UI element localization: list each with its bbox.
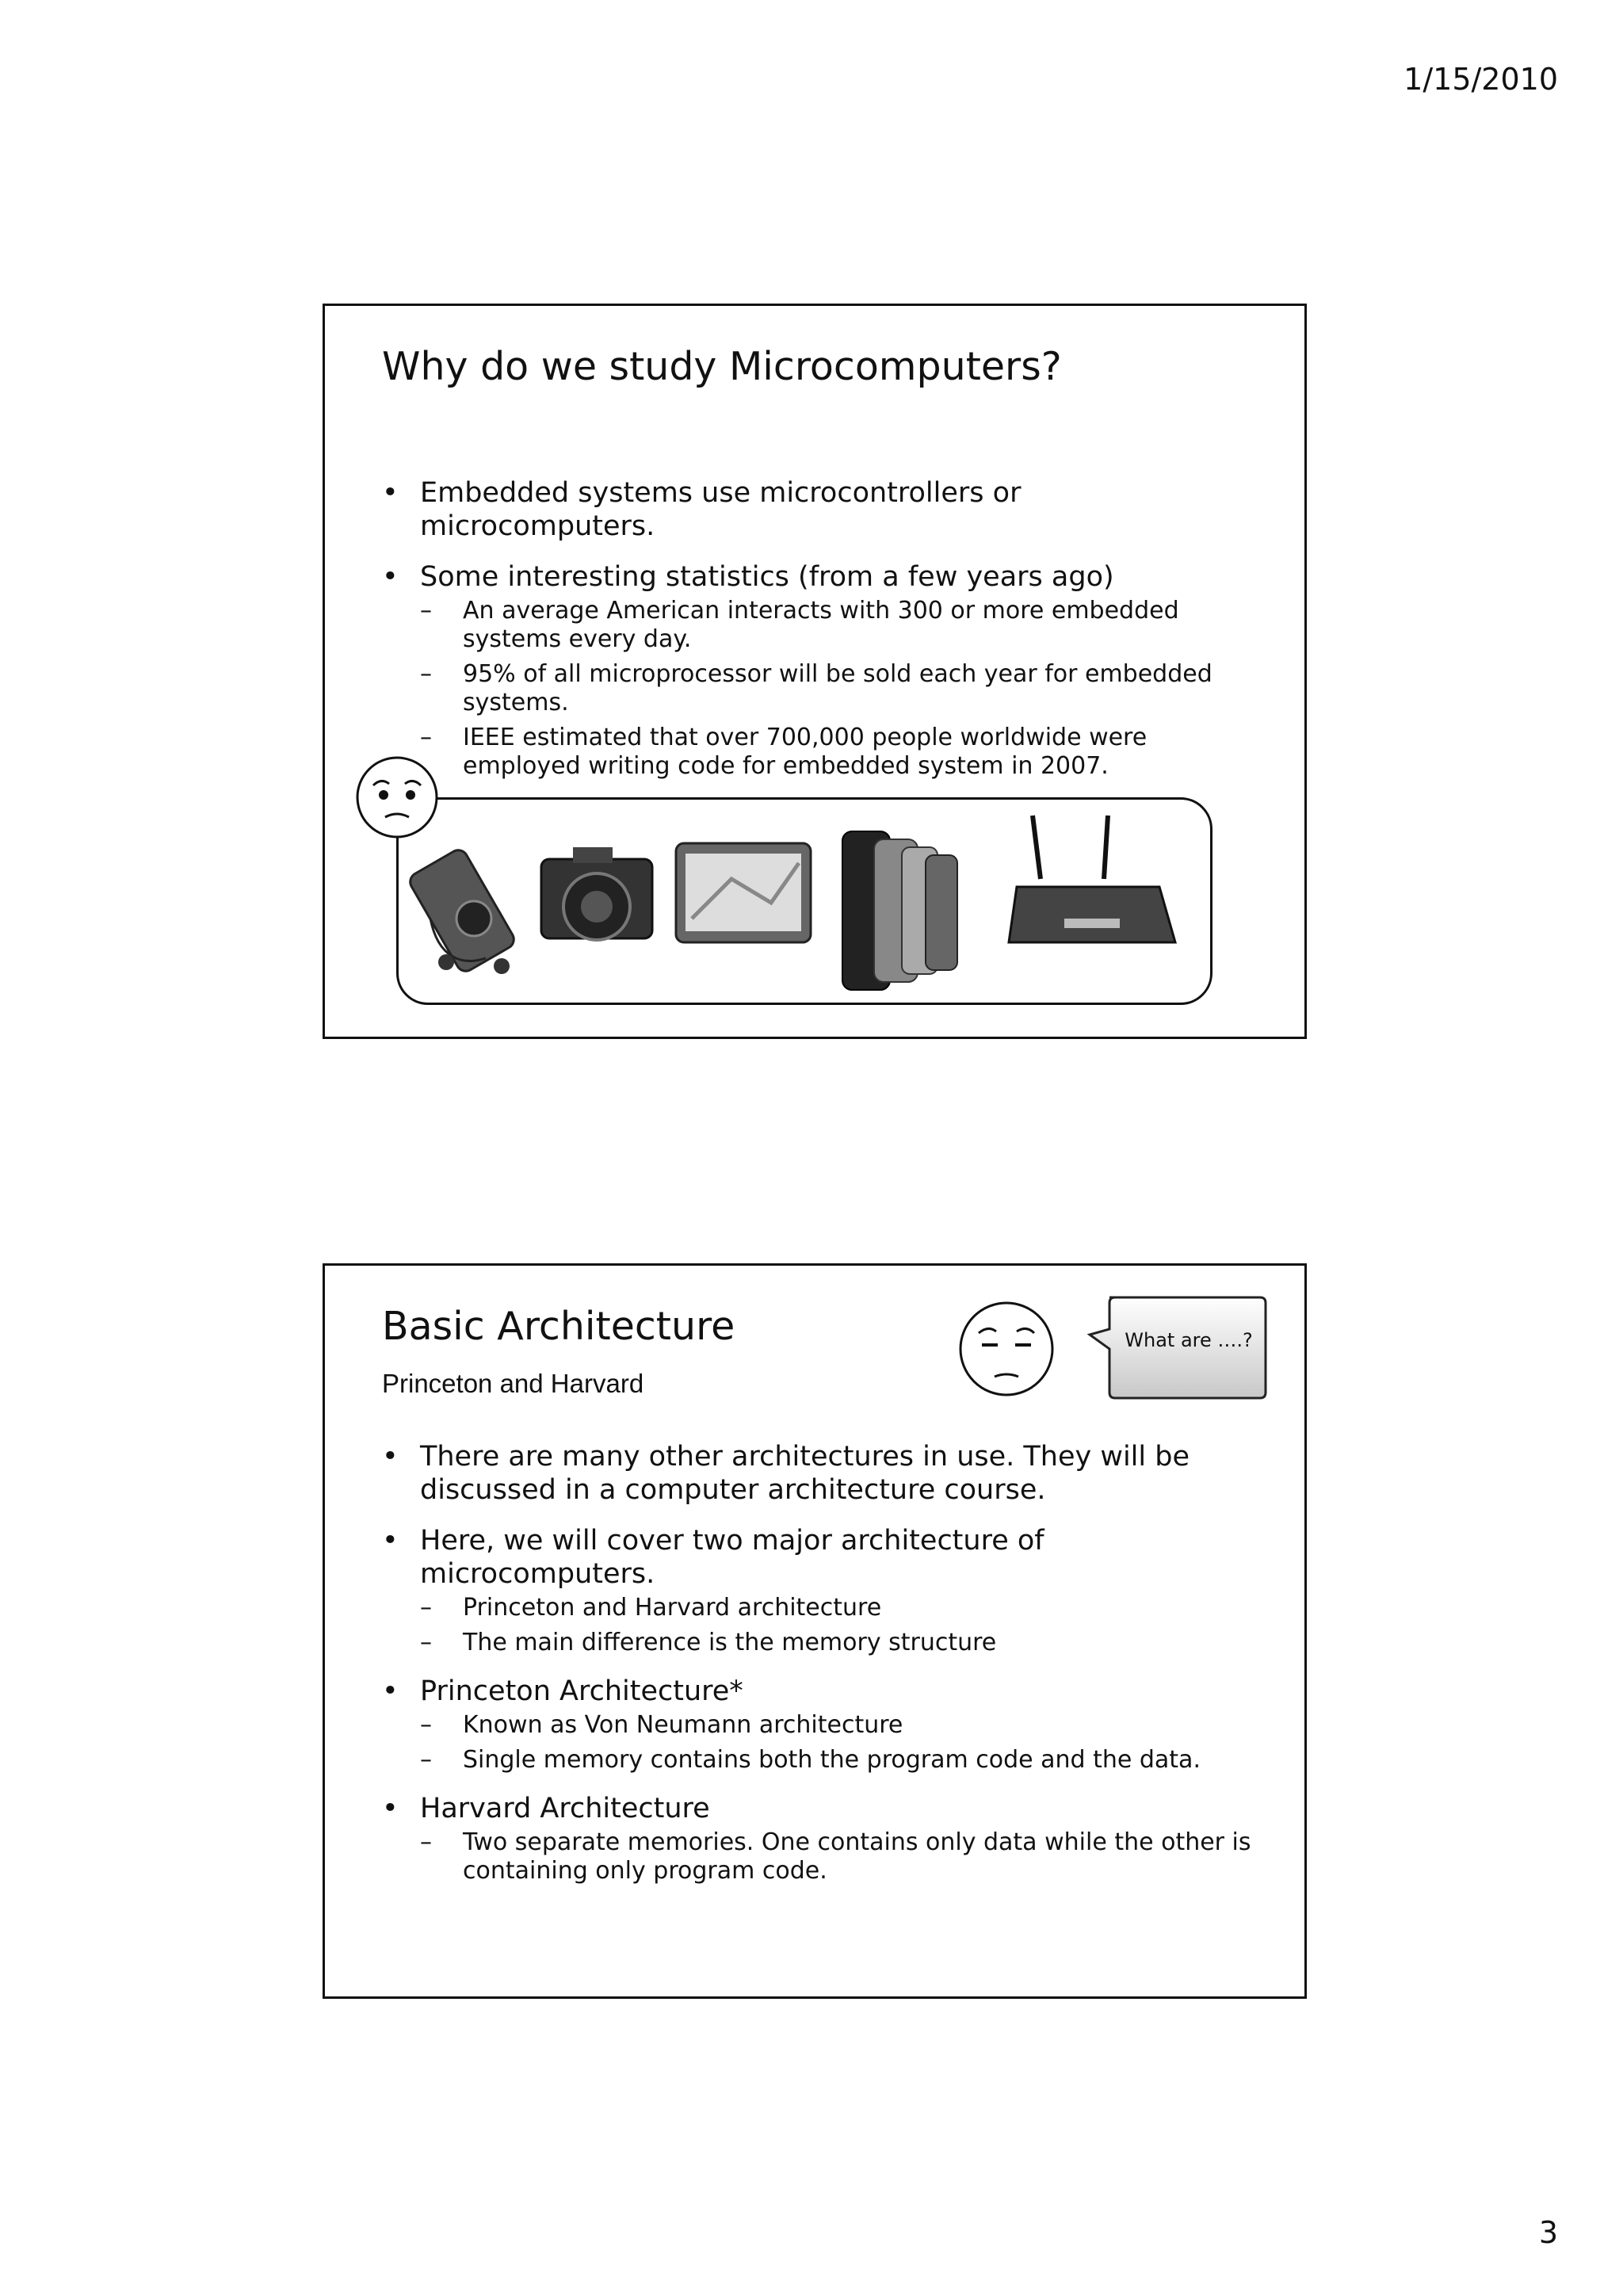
- wireless-router-icon: [1009, 816, 1175, 942]
- slide-title: Basic Architecture: [382, 1304, 735, 1349]
- bullet-list: [382, 1440, 1257, 1903]
- header-date: 1/15/2010: [1403, 62, 1558, 97]
- camera-icon: [541, 847, 652, 940]
- bullet-item: • Some interesting statistics (from a few years ago) – An average American interacts with 300 or more embedded systems every day. – 95% of all microprocessor will be sold each year for embedded systems. – IEEE estimated that over 700,000 people worldwide were employed writing code for embedded system in 2007.: [382, 560, 1257, 781]
- speech-bubble-text: What are ….?: [1125, 1329, 1253, 1351]
- device-strip: [396, 797, 1212, 1005]
- slide-2: [323, 1263, 1307, 1999]
- face-icon: [353, 754, 441, 841]
- bullet-item: • Embedded systems use microcontrollers or microcomputers.: [382, 477, 1022, 542]
- bullet-item: • Harvard Architecture – Two separate memories. One contains only data while the other is containing only program code.: [382, 1792, 1257, 1885]
- bullet-item: • There are many other architectures in use. They will be discussed in a computer architecture course.: [382, 1441, 1190, 1506]
- sub-bullet-item: – Single memory contains both the program code and the data.: [420, 1746, 1201, 1774]
- smartphones-icon: [842, 831, 957, 990]
- sub-bullet-item: – An average American interacts with 300 or more embedded systems every day.: [420, 597, 1179, 653]
- sub-bullet-item: – 95% of all microprocessor will be sold each year for embedded systems.: [420, 660, 1212, 716]
- bullet-item: • Here, we will cover two major architecture of microcomputers. – Princeton and Harvard architecture – The main difference is the memory structure: [382, 1524, 1257, 1657]
- slide-title: Why do we study Microcomputers?: [382, 344, 1062, 389]
- bullet-list: [382, 476, 1257, 798]
- sub-bullet-item: – Princeton and Harvard architecture: [420, 1594, 882, 1622]
- slide-subtitle: Princeton and Harvard: [382, 1369, 644, 1398]
- sub-bullet-item: – Two separate memories. One contains only data while the other is containing only program code.: [420, 1828, 1251, 1885]
- page-number: 3: [1538, 2215, 1558, 2250]
- bullet-item: • Princeton Architecture* – Known as Von Neumann architecture – Single memory contains both the program code and the data.: [382, 1675, 1257, 1775]
- face-icon: [955, 1297, 1058, 1400]
- sub-bullet-item: – The main difference is the memory structure: [420, 1629, 997, 1656]
- sub-bullet-item: – Known as Von Neumann architecture: [420, 1711, 903, 1739]
- sub-bullet-item: – IEEE estimated that over 700,000 people worldwide were employed writing code for embedded system in 2007.: [420, 724, 1148, 780]
- gps-device-icon: [676, 843, 811, 942]
- mp3-player-icon: [407, 846, 517, 974]
- slide-1: [323, 304, 1307, 1039]
